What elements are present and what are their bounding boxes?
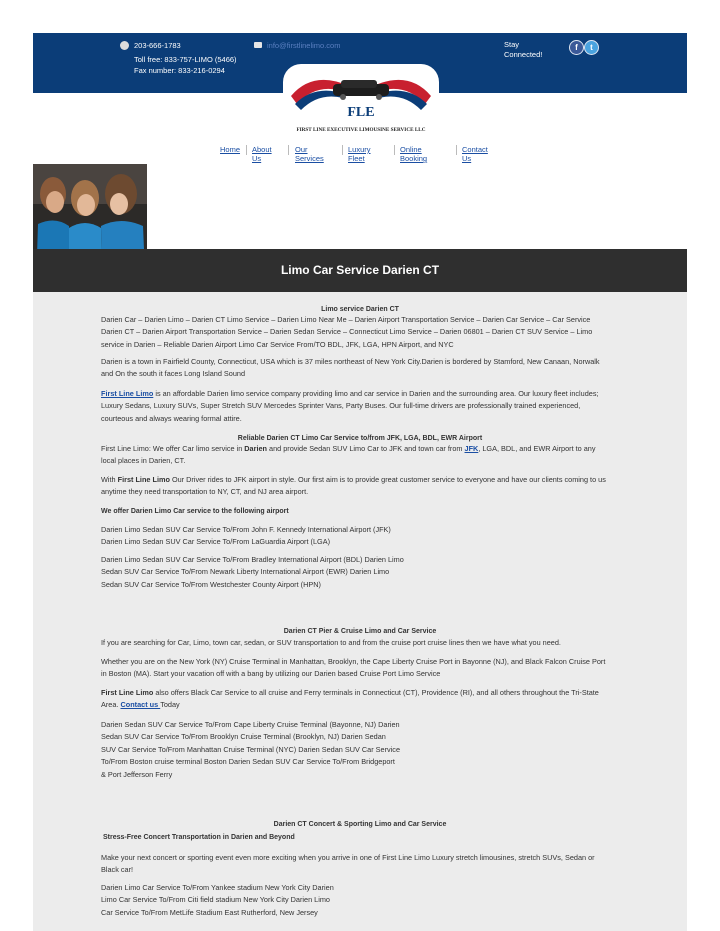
phone-contact[interactable] <box>120 41 181 50</box>
cruise-paragraph-2: Whether you are on the New York (NY) Cruise Terminal in Manhattan, Brooklyn, the Cape Liberty Cruise Port in Bayonne (NJ), and Black Falcon Cruise Port in Boston (MA). Start your vacation off with a bang by utilizing our Darien based Cruise Port Limo Service <box>101 657 606 679</box>
concert-paragraph: Make your next concert or sporting event even more exciting when you arrive in one of First Line Limo Luxury stretch limousines, stretch SUVs, Sedan or Black car! <box>101 853 595 875</box>
logo-initials: FLE <box>347 105 375 120</box>
cruise-text-bold: First Line Limo <box>101 688 154 697</box>
intro-paragraph: Darien Car – Darien Limo – Darien CT Limo Service – Darien Limo Near Me – Darien Airport Transportation Service – Darien Car Service – Car Service Darien CT – Darien Airport Transportation Service – Darien Sedan Service – Connecticut Limo Service – Darien 06801 – Darien CT SUV Service – Limo service in Darien – Reliable Darien Airport Limo Car Service From/TO BDL, JFK, LGA, HPN Airport, and NYC <box>101 315 593 349</box>
driver-text-bold: First Line Limo <box>117 475 170 484</box>
airport-text-1: First Line Limo: We offer Car limo service in <box>101 444 245 453</box>
cruise-text-1: also offers Black Car Service to all cruise and Ferry terminals in Connecticut (CT), Providence (RI), and all others throughout the Tri-State Area. <box>101 688 599 710</box>
airport-paragraph <box>101 443 606 468</box>
mail-icon <box>254 42 262 48</box>
company-paragraph-text: is an affordable Darien limo service company providing limo and car service in Darien and the surrounding area. Our luxury fleet includes; Luxury Sedans, Luxury SUVs, Super Stretch SUV Mercedes Sprinter Vans, Party Buses. Our full-time drivers are professionally trained experienced, courteous and always wearing formal attire. <box>101 389 599 423</box>
twitter-icon[interactable]: t <box>584 40 599 55</box>
nav-separator <box>394 145 395 155</box>
nav-contact-us[interactable]: Contact Us <box>462 145 488 163</box>
driver-paragraph <box>101 474 606 499</box>
page-title: Limo Car Service Darien CT <box>280 263 440 277</box>
nav-separator <box>342 145 343 155</box>
first-line-limo-link[interactable]: First Line Limo <box>101 389 154 398</box>
heading-concert-service: Darien CT Concert & Sporting Limo and Car Service <box>273 821 447 828</box>
heading-cruise-service: Darien CT Pier & Cruise Limo and Car Service <box>283 628 437 635</box>
logo-graphic <box>283 64 439 136</box>
heading-limo-service: Limo service Darien CT <box>321 306 399 313</box>
about-darien-paragraph: Darien is a town in Fairfield County, Connecticut, USA which is 37 miles northeast of New York City.Darien is bordered by Stamford, New Canaan, Norwalk and On the south it faces Long Island Sound <box>101 357 600 379</box>
driver-text-2: Our Driver rides to JFK airport in style. Our first aim is to provide great customer service to everyone and have our clients coming to us anytime they need transportation to NY, CT, and NJ area airport. <box>101 475 606 497</box>
airport-text-3: , LGA, BDL, and EWR Airport to any local places in Darien, CT. <box>101 444 596 466</box>
cruise-terminal-list: Darien Sedan SUV Car Service To/From Cape Liberty Cruise Terminal (Bayonne, NJ) Darien Sedan SUV Car Service To/From Brooklyn Cruise Terminal (Brooklyn, NJ) Darien Sedan SUV Car Service To/From Manhattan Cruise Terminal (NYC) Darien Sedan SUV Car Service To/From Boston cruise terminal Boston Darien Sedan SUV Car Service To/From Bridgeport & Port Jefferson Ferry <box>101 720 401 779</box>
stay-connected-label: Stay Connected! <box>504 40 543 60</box>
heading-following-airports: We offer Darien Limo Car service to the following airport <box>101 508 289 515</box>
phone-number: 203-666-1783 <box>134 41 181 50</box>
nav-separator <box>288 145 289 155</box>
site-logo[interactable] <box>283 64 439 136</box>
logo-company-name: FIRST LINE EXECUTIVE LIMOUSINE SERVICE LLC <box>296 127 426 133</box>
cruise-paragraph-3 <box>101 687 606 712</box>
airport-list-1: Darien Limo Sedan SUV Car Service To/From John F. Kennedy International Airport (JFK) Darien Limo Sedan SUV Car Service To/From LaGuardia Airport (LGA) <box>101 525 391 547</box>
heading-airport-service: Reliable Darien CT Limo Car Service to/from JFK, LGA, BDL, EWR Airport <box>237 435 483 442</box>
facebook-icon[interactable]: f <box>569 40 584 55</box>
cruise-text-2: Today <box>160 700 180 710</box>
subheading-concert: Stress-Free Concert Transportation in Darien and Beyond <box>103 834 295 841</box>
jfk-link[interactable]: JFK <box>464 444 479 453</box>
email-contact[interactable] <box>254 41 340 50</box>
nav-separator <box>456 145 457 155</box>
contact-us-link[interactable]: Contact us <box>120 700 161 710</box>
airport-text-2: and provide Sedan SUV Limo Car to JFK and town car from <box>267 444 465 453</box>
toll-free-number: Toll free: 833-757-LIMO (5466) <box>134 55 237 64</box>
airport-text-darien: Darien <box>244 444 267 453</box>
nav-separator <box>246 145 247 155</box>
page <box>33 33 687 931</box>
main-content <box>33 292 687 931</box>
airport-list-2: Darien Limo Sedan SUV Car Service To/From Bradley International Airport (BDL) Darien Limo Sedan SUV Car Service To/From Newark Liberty International Airport (EWR) Darien Limo Sedan SUV Car Service To/From Westchester County Airport (HPN) <box>101 555 404 589</box>
cruise-paragraph-1: If you are searching for Car, Limo, town car, sedan, or SUV transportation to and from the cruise port cruise lines then we have what you need. <box>101 638 561 647</box>
nav-our-services[interactable]: Our Services <box>295 145 324 163</box>
company-paragraph <box>101 388 606 425</box>
nav-online-booking[interactable]: Online Booking <box>400 145 428 163</box>
phone-icon <box>120 41 129 50</box>
page-title-banner <box>33 249 687 292</box>
fax-number: Fax number: 833-216-0294 <box>134 66 225 75</box>
nav-home[interactable]: Home <box>220 145 241 154</box>
driver-text-1: With <box>101 475 118 484</box>
stadium-list: Darien Limo Car Service To/From Yankee stadium New York City Darien Limo Car Service To/From Citi field stadium New York City Darien Limo Car Service To/From MetLife Stadium East Rutherford, New Jersey <box>101 883 334 917</box>
nav-about-us[interactable]: About Us <box>252 145 272 163</box>
email-link[interactable]: info@firstlinelimo.com <box>267 41 341 50</box>
nav-luxury-fleet[interactable]: Luxury Fleet <box>348 145 371 163</box>
